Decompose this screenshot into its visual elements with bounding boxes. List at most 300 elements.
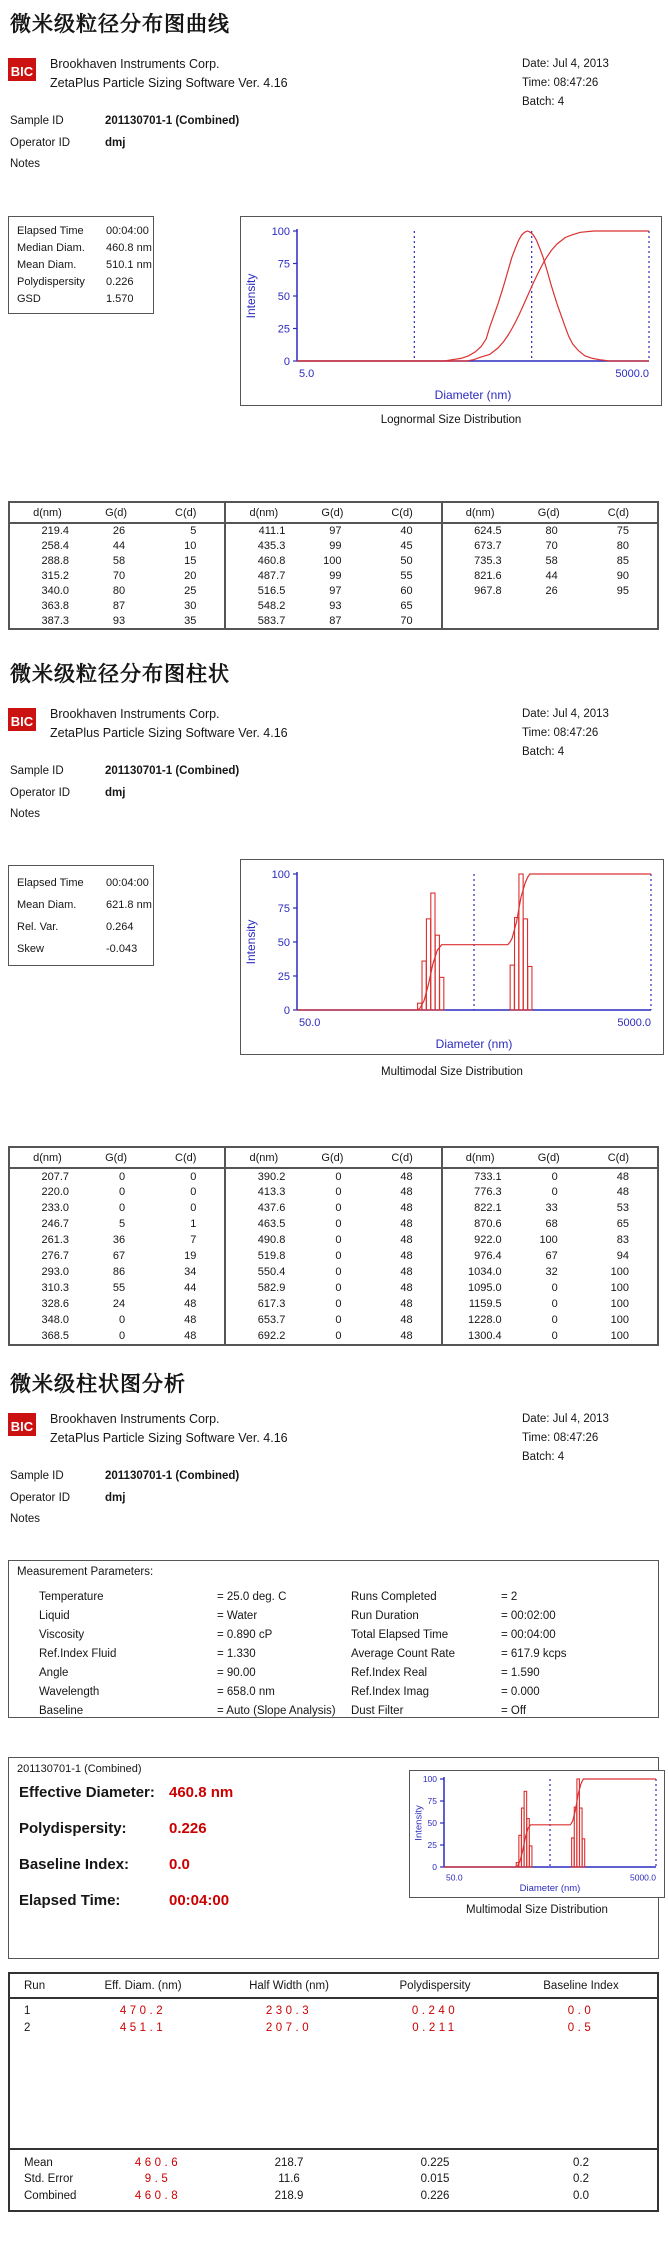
table-column-header: d(nm) bbox=[226, 1148, 301, 1168]
software-version: ZetaPlus Particle Sizing Software Ver. 4.16 bbox=[50, 76, 288, 90]
distribution-table-group bbox=[226, 503, 442, 628]
chart-canvas bbox=[410, 1771, 664, 1897]
table-column-header: G(d) bbox=[85, 503, 147, 523]
table-cell: 617.3 bbox=[257, 1298, 286, 1310]
table-cell: 53 bbox=[616, 1202, 629, 1214]
table-row bbox=[226, 1200, 440, 1216]
table-cell: 435.3 bbox=[257, 539, 286, 552]
parameters-right-column bbox=[351, 1588, 567, 1721]
table-cell: 95 bbox=[616, 584, 629, 597]
table-cell: 516.5 bbox=[257, 584, 286, 597]
svg-text:100: 100 bbox=[271, 868, 290, 881]
table-cell: 26 bbox=[112, 525, 126, 537]
table-cell: 1159.5 bbox=[468, 1298, 502, 1310]
param-row: Angle = 90.00 bbox=[39, 1667, 256, 1679]
table-cell: 48 bbox=[400, 1202, 413, 1214]
table-cell: 44 bbox=[184, 1282, 197, 1294]
table-row bbox=[443, 1184, 657, 1200]
table-cell: 582.9 bbox=[257, 1282, 286, 1294]
table-cell: 1300.4 bbox=[468, 1330, 502, 1342]
table-row bbox=[443, 583, 657, 598]
table-row bbox=[10, 1248, 224, 1264]
table-row bbox=[10, 583, 224, 598]
section1-title: 微米级粒径分布图曲线 bbox=[10, 13, 230, 36]
table-column-header: d(nm) bbox=[10, 1148, 85, 1168]
param-row: Ref.Index Fluid = 1.330 bbox=[39, 1648, 256, 1660]
table-row bbox=[226, 1248, 440, 1264]
param-row: Runs Completed = 2 bbox=[351, 1591, 518, 1603]
param-row: Ref.Index Real = 1.590 bbox=[351, 1667, 540, 1679]
sample-id-value: 201130701-1 (Combined) bbox=[105, 765, 240, 777]
multimodal-distribution-chart bbox=[240, 859, 664, 1055]
table-row bbox=[443, 1264, 657, 1280]
measurement-parameters-panel bbox=[8, 1560, 659, 1718]
report-time: Time: 08:47:26 bbox=[522, 727, 599, 739]
run-table-summary bbox=[10, 2148, 657, 2211]
table-cell: 293.0 bbox=[41, 1266, 69, 1278]
table-cell: 83 bbox=[616, 1234, 629, 1246]
param-row: Dust Filter = Off bbox=[351, 1705, 527, 1717]
table-row bbox=[443, 1232, 657, 1248]
run-table-body bbox=[10, 1999, 657, 2037]
sample-id-value: 201130701-1 (Combined) bbox=[105, 115, 240, 127]
param-row: Baseline = Auto (Slope Analysis) bbox=[39, 1705, 336, 1717]
table-cell: 1 bbox=[190, 1218, 197, 1230]
table-cell: 44 bbox=[112, 539, 126, 552]
operator-id-row bbox=[10, 787, 125, 799]
table-cell: 207.7 bbox=[41, 1170, 69, 1183]
sample-id-row bbox=[10, 765, 239, 777]
table-cell: 310.3 bbox=[41, 1282, 69, 1294]
table-cell: 55 bbox=[112, 1282, 126, 1294]
stat-row: Polydispersity 0.226 bbox=[17, 276, 134, 288]
table-row bbox=[443, 1280, 657, 1296]
table-cell: 0 bbox=[551, 1186, 558, 1198]
svg-text:0: 0 bbox=[283, 355, 290, 368]
svg-text:50: 50 bbox=[427, 1818, 437, 1829]
table-cell: 653.7 bbox=[257, 1314, 286, 1326]
param-row: Average Count Rate = 617.9 kcps bbox=[351, 1648, 567, 1660]
table-row bbox=[226, 553, 440, 568]
table-row bbox=[226, 583, 440, 598]
software-version: ZetaPlus Particle Sizing Software Ver. 4.16 bbox=[50, 1431, 288, 1445]
chart-canvas bbox=[241, 860, 663, 1054]
table-cell: 328.6 bbox=[41, 1298, 69, 1310]
table-cell: 0 bbox=[190, 1186, 197, 1198]
table-cell: 0 bbox=[119, 1330, 126, 1342]
section1-report-header bbox=[8, 57, 662, 182]
param-row: Ref.Index Imag = 0.000 bbox=[351, 1686, 540, 1698]
table-cell: 100 bbox=[610, 1298, 629, 1310]
svg-text:100: 100 bbox=[271, 225, 290, 238]
table-cell: 519.8 bbox=[257, 1250, 286, 1262]
table-column-header: G(d) bbox=[85, 1148, 147, 1168]
summary-row-mean: Mean 460.6 218.7 0.225 0.2 bbox=[24, 2156, 589, 2169]
table-cell: 32 bbox=[545, 1266, 558, 1278]
table-cell: 48 bbox=[184, 1314, 197, 1326]
distribution-table-group bbox=[10, 1148, 226, 1344]
table-cell: 487.7 bbox=[257, 569, 286, 582]
table-row bbox=[10, 553, 224, 568]
param-row: Viscosity = 0.890 cP bbox=[39, 1629, 273, 1641]
table-cell: 70 bbox=[545, 539, 558, 552]
notes-row bbox=[10, 1513, 105, 1525]
table-cell: 67 bbox=[112, 1250, 126, 1262]
table-row bbox=[443, 1216, 657, 1232]
section2-title: 微米级粒径分布图柱状 bbox=[10, 663, 230, 686]
table-row bbox=[226, 1280, 440, 1296]
table-cell: 0 bbox=[335, 1234, 342, 1246]
chart-canvas bbox=[241, 217, 661, 405]
results-multimodal-chart bbox=[409, 1770, 665, 1898]
table-cell: 100 bbox=[610, 1330, 629, 1342]
table-row bbox=[443, 1312, 657, 1328]
table-cell: 67 bbox=[545, 1250, 558, 1262]
table-column-header: C(d) bbox=[580, 1148, 657, 1168]
table-row bbox=[10, 1296, 224, 1312]
section3-report-header bbox=[8, 1412, 662, 1537]
table-row bbox=[10, 1184, 224, 1200]
section3-title: 微米级柱状图分析 bbox=[10, 1373, 186, 1396]
table-cell: 437.6 bbox=[257, 1202, 286, 1214]
table-cell: 0 bbox=[335, 1282, 342, 1294]
software-version: ZetaPlus Particle Sizing Software Ver. 4.16 bbox=[50, 726, 288, 740]
svg-text:Diameter (nm): Diameter (nm) bbox=[519, 1883, 581, 1894]
table-cell: 97 bbox=[329, 525, 342, 537]
svg-text:50.0: 50.0 bbox=[299, 1017, 321, 1029]
table-cell: 0 bbox=[335, 1314, 342, 1326]
table-cell: 25 bbox=[184, 584, 197, 597]
svg-text:75: 75 bbox=[427, 1796, 437, 1807]
table-row bbox=[226, 1168, 440, 1184]
table-cell: 776.3 bbox=[474, 1186, 502, 1198]
table-cell: 93 bbox=[329, 599, 342, 612]
table-cell: 24 bbox=[112, 1298, 126, 1310]
elapsed-time-value: 00:04:00 bbox=[169, 1892, 230, 1909]
table-cell: 233.0 bbox=[41, 1202, 69, 1214]
svg-text:25: 25 bbox=[277, 323, 290, 336]
section1-distribution-table bbox=[8, 501, 659, 630]
table-row bbox=[443, 1168, 657, 1184]
parameters-left-column bbox=[39, 1588, 336, 1721]
table-cell: 100 bbox=[323, 554, 342, 567]
run-row: 1 470.2 230.3 0.240 0.0 bbox=[24, 2005, 595, 2017]
table-cell: 822.1 bbox=[474, 1202, 502, 1214]
svg-text:Diameter (nm): Diameter (nm) bbox=[435, 1037, 513, 1051]
table-cell: 80 bbox=[616, 539, 629, 552]
svg-text:5.0: 5.0 bbox=[299, 368, 315, 380]
table-cell: 490.8 bbox=[257, 1234, 286, 1246]
table-column-header: C(d) bbox=[363, 1148, 440, 1168]
table-cell: 48 bbox=[184, 1330, 197, 1342]
table-cell: 0 bbox=[119, 1314, 126, 1326]
table-cell: 10 bbox=[184, 539, 197, 552]
table-cell: 348.0 bbox=[41, 1314, 69, 1326]
polydispersity-value: 0.226 bbox=[169, 1820, 207, 1837]
distribution-table-group bbox=[443, 503, 657, 628]
table-row bbox=[443, 553, 657, 568]
table-row bbox=[10, 568, 224, 583]
table-cell: 48 bbox=[400, 1250, 413, 1262]
table-cell: 48 bbox=[400, 1234, 413, 1246]
table-cell: 0 bbox=[190, 1202, 197, 1214]
svg-text:50: 50 bbox=[277, 290, 290, 303]
baseline-index-value: 0.0 bbox=[169, 1856, 190, 1873]
company-name: Brookhaven Instruments Corp. bbox=[50, 57, 220, 71]
table-cell: 70 bbox=[112, 569, 126, 582]
table-row bbox=[443, 1296, 657, 1312]
report-batch: Batch: 4 bbox=[522, 746, 565, 758]
svg-text:0: 0 bbox=[283, 1004, 290, 1017]
stat-row: Rel. Var. 0.264 bbox=[17, 921, 134, 933]
table-row bbox=[10, 1216, 224, 1232]
table-cell: 87 bbox=[112, 599, 126, 612]
table-cell: 1095.0 bbox=[468, 1282, 502, 1294]
table-cell: 65 bbox=[616, 1218, 629, 1230]
table-cell: 976.4 bbox=[474, 1250, 502, 1262]
table-column-header: C(d) bbox=[580, 503, 657, 523]
table-row bbox=[10, 1264, 224, 1280]
report-time: Time: 08:47:26 bbox=[522, 77, 599, 89]
table-row bbox=[443, 568, 657, 583]
svg-text:Diameter (nm): Diameter (nm) bbox=[434, 388, 512, 402]
table-cell: 15 bbox=[184, 554, 197, 567]
operator-id-label: Operator ID bbox=[10, 1492, 71, 1504]
sample-id-row bbox=[10, 115, 239, 127]
report-date: Date: Jul 4, 2013 bbox=[522, 58, 609, 70]
chart2-caption: Multimodal Size Distribution bbox=[381, 1066, 523, 1078]
table-cell: 390.2 bbox=[257, 1170, 286, 1183]
table-row bbox=[10, 1280, 224, 1296]
table-row bbox=[226, 523, 440, 538]
table-cell: 94 bbox=[616, 1250, 629, 1262]
brand-logo bbox=[8, 58, 36, 81]
param-row: Total Elapsed Time = 00:04:00 bbox=[351, 1629, 556, 1641]
parameters-title: Measurement Parameters: bbox=[17, 1566, 154, 1578]
table-cell: 20 bbox=[184, 569, 197, 582]
stat-row: Mean Diam. 510.1 nm bbox=[17, 259, 152, 271]
svg-text:75: 75 bbox=[277, 902, 290, 915]
table-cell: 246.7 bbox=[41, 1218, 69, 1230]
table-cell: 65 bbox=[400, 599, 413, 612]
table-cell: 19 bbox=[184, 1250, 197, 1262]
table-cell: 86 bbox=[112, 1266, 126, 1278]
table-row bbox=[10, 613, 224, 628]
operator-id-row bbox=[10, 1492, 125, 1504]
notes-label: Notes bbox=[10, 1513, 41, 1525]
table-cell: 5 bbox=[190, 525, 197, 537]
table-cell: 220.0 bbox=[41, 1186, 69, 1198]
table-cell: 258.4 bbox=[41, 539, 69, 552]
table-cell: 85 bbox=[616, 554, 629, 567]
effective-diameter-value: 460.8 nm bbox=[169, 1784, 234, 1801]
notes-row bbox=[10, 158, 105, 170]
svg-text:75: 75 bbox=[277, 258, 290, 271]
table-row bbox=[226, 1328, 440, 1344]
results-summary-panel bbox=[8, 1757, 659, 1959]
table-cell: 48 bbox=[616, 1170, 629, 1183]
section2-distribution-table bbox=[8, 1146, 659, 1346]
table-cell: 87 bbox=[329, 614, 342, 627]
table-row bbox=[10, 1168, 224, 1184]
table-row bbox=[226, 1312, 440, 1328]
baseline-index-row: Baseline Index: 0.0 bbox=[19, 1856, 190, 1873]
lognormal-distribution-chart bbox=[240, 216, 662, 406]
table-cell: 967.8 bbox=[474, 584, 502, 597]
table-cell: 48 bbox=[400, 1170, 413, 1183]
table-cell: 48 bbox=[400, 1186, 413, 1198]
polydispersity-row: Polydispersity: 0.226 bbox=[19, 1820, 207, 1837]
sample-id-value: 201130701-1 (Combined) bbox=[105, 1470, 240, 1482]
table-row bbox=[226, 568, 440, 583]
table-cell: 58 bbox=[545, 554, 558, 567]
table-cell: 60 bbox=[400, 584, 413, 597]
table-cell: 0 bbox=[335, 1330, 342, 1342]
table-cell: 26 bbox=[545, 584, 558, 597]
table-column-header: d(nm) bbox=[10, 503, 85, 523]
svg-text:0: 0 bbox=[432, 1862, 437, 1873]
brand-logo bbox=[8, 708, 36, 731]
table-cell: 40 bbox=[400, 525, 413, 537]
table-column-header: G(d) bbox=[301, 503, 363, 523]
table-cell: 0 bbox=[335, 1202, 342, 1214]
report-date: Date: Jul 4, 2013 bbox=[522, 708, 609, 720]
table-cell: 583.7 bbox=[257, 614, 286, 627]
table-cell: 48 bbox=[400, 1298, 413, 1310]
table-cell: 34 bbox=[184, 1266, 197, 1278]
table-cell: 692.2 bbox=[257, 1330, 286, 1342]
svg-text:100: 100 bbox=[422, 1774, 437, 1785]
table-cell: 368.5 bbox=[41, 1330, 69, 1342]
chart3-caption: Multimodal Size Distribution bbox=[466, 1904, 608, 1916]
table-cell: 821.6 bbox=[474, 569, 502, 582]
table-cell: 0 bbox=[119, 1186, 126, 1198]
stat-row: Skew -0.043 bbox=[17, 943, 138, 955]
run-table-spacer bbox=[10, 2037, 657, 2148]
table-cell: 550.4 bbox=[257, 1266, 286, 1278]
table-cell: 363.8 bbox=[41, 599, 69, 612]
table-cell: 48 bbox=[400, 1330, 413, 1342]
table-cell: 93 bbox=[112, 614, 126, 627]
sample-id-label: Sample ID bbox=[10, 115, 64, 127]
table-cell: 413.3 bbox=[257, 1186, 286, 1198]
svg-text:25: 25 bbox=[427, 1840, 437, 1851]
brand-logo-text: BIC bbox=[10, 64, 34, 79]
table-column-header: d(nm) bbox=[226, 503, 301, 523]
table-cell: 99 bbox=[329, 539, 342, 552]
company-name: Brookhaven Instruments Corp. bbox=[50, 707, 220, 721]
table-row bbox=[10, 538, 224, 553]
table-cell: 0 bbox=[335, 1186, 342, 1198]
report-time: Time: 08:47:26 bbox=[522, 1432, 599, 1444]
chart1-caption: Lognormal Size Distribution bbox=[380, 414, 522, 426]
table-row bbox=[10, 1312, 224, 1328]
table-row bbox=[10, 523, 224, 538]
table-row bbox=[10, 1232, 224, 1248]
table-cell: 0 bbox=[551, 1170, 558, 1183]
table-row bbox=[443, 538, 657, 553]
table-row bbox=[226, 1232, 440, 1248]
table-cell: 0 bbox=[551, 1330, 558, 1342]
table-cell: 48 bbox=[400, 1218, 413, 1230]
effective-diameter-row: Effective Diameter: 460.8 nm bbox=[19, 1784, 234, 1801]
report-date: Date: Jul 4, 2013 bbox=[522, 1413, 609, 1425]
table-row bbox=[226, 598, 440, 613]
table-cell: 624.5 bbox=[474, 525, 502, 537]
table-cell: 30 bbox=[184, 599, 197, 612]
summary-row-stderror: Std. Error 9.5 11.6 0.015 0.2 bbox=[24, 2173, 589, 2185]
param-row: Temperature = 25.0 deg. C bbox=[39, 1591, 287, 1603]
table-row bbox=[10, 1328, 224, 1344]
stat-row: Mean Diam. 621.8 nm bbox=[17, 899, 152, 911]
table-cell: 463.5 bbox=[257, 1218, 286, 1230]
table-cell: 1228.0 bbox=[468, 1314, 502, 1326]
table-cell: 100 bbox=[610, 1282, 629, 1294]
table-cell: 673.7 bbox=[474, 539, 502, 552]
table-column-header: d(nm) bbox=[443, 1148, 518, 1168]
svg-text:5000.0: 5000.0 bbox=[630, 1872, 656, 1883]
sample-id-label: Sample ID bbox=[10, 765, 64, 777]
table-column-header: C(d) bbox=[363, 503, 440, 523]
section1-stats-panel bbox=[8, 216, 154, 314]
sample-id-label: Sample ID bbox=[10, 1470, 64, 1482]
notes-label: Notes bbox=[10, 808, 41, 820]
table-cell: 99 bbox=[329, 569, 342, 582]
run-row: 2 451.1 207.0 0.211 0.5 bbox=[24, 2021, 595, 2034]
distribution-table-group bbox=[443, 1148, 657, 1344]
table-cell: 340.0 bbox=[41, 584, 69, 597]
table-cell: 922.0 bbox=[474, 1234, 502, 1246]
table-cell: 733.1 bbox=[474, 1170, 502, 1183]
table-cell: 219.4 bbox=[41, 525, 69, 537]
notes-row bbox=[10, 808, 105, 820]
report-batch: Batch: 4 bbox=[522, 1451, 565, 1463]
table-cell: 68 bbox=[545, 1218, 558, 1230]
operator-id-value: dmj bbox=[105, 787, 126, 799]
table-column-header: C(d) bbox=[147, 503, 224, 523]
table-row bbox=[226, 538, 440, 553]
svg-text:25: 25 bbox=[277, 970, 290, 983]
table-row bbox=[226, 1296, 440, 1312]
summary-row-combined: Combined 460.8 218.9 0.226 0.0 bbox=[24, 2189, 589, 2202]
section2-report-header bbox=[8, 707, 662, 832]
table-cell: 90 bbox=[616, 569, 629, 582]
table-cell: 48 bbox=[184, 1298, 197, 1310]
report-batch: Batch: 4 bbox=[522, 96, 565, 108]
param-row: Wavelength = 658.0 nm bbox=[39, 1686, 275, 1698]
svg-text:5000.0: 5000.0 bbox=[615, 368, 649, 380]
param-row: Liquid = Water bbox=[39, 1610, 258, 1622]
svg-text:Intensity: Intensity bbox=[244, 273, 258, 319]
table-cell: 460.8 bbox=[257, 554, 286, 567]
table-cell: 0 bbox=[335, 1250, 342, 1262]
table-cell: 44 bbox=[545, 569, 558, 582]
table-row bbox=[226, 613, 440, 628]
table-cell: 315.2 bbox=[41, 569, 69, 582]
table-column-header: d(nm) bbox=[443, 503, 518, 523]
sample-id-row bbox=[10, 1470, 239, 1482]
svg-text:Intensity: Intensity bbox=[413, 1805, 425, 1841]
table-cell: 735.3 bbox=[474, 554, 502, 567]
table-cell: 100 bbox=[610, 1266, 629, 1278]
table-row bbox=[10, 1200, 224, 1216]
elapsed-time-row: Elapsed Time: 00:04:00 bbox=[19, 1892, 230, 1909]
svg-text:50.0: 50.0 bbox=[446, 1872, 463, 1883]
table-cell: 0 bbox=[551, 1298, 558, 1310]
operator-id-row bbox=[10, 137, 125, 149]
distribution-table-group bbox=[10, 503, 226, 628]
table-row bbox=[226, 1216, 440, 1232]
